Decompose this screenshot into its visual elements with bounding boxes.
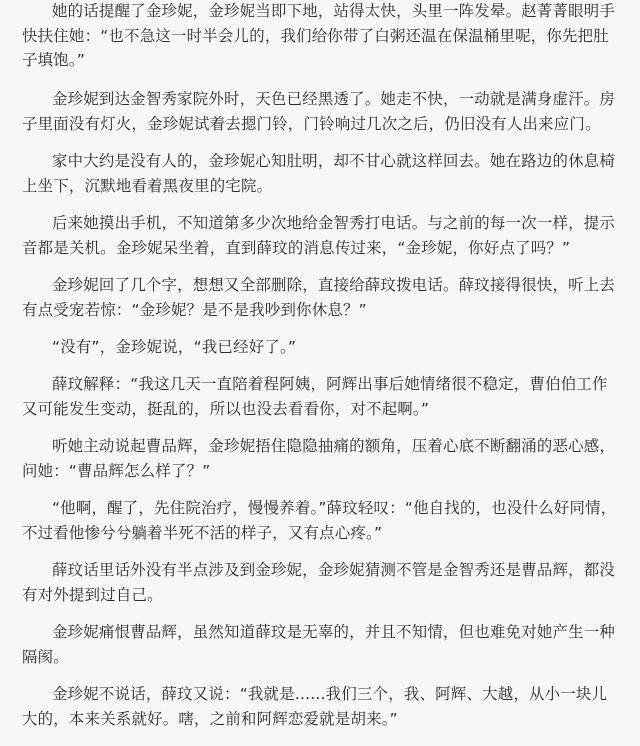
paragraph: 金珍妮到达金智秀家院外时，天色已经黑透了。她走不快，一动就是满身虚汗。房子里面没有灯火，金珍妮试着去摁门铃，门铃响过几次之后，仍旧没有人出来应门。 xyxy=(22,90,616,133)
paragraph: 金珍妮回了几个字，想想又全部删除，直接给薛玟拨电话。薛玟接得很快，听上去有点受宠若惊：“金珍妮？是不是我吵到你休息？” xyxy=(22,276,616,319)
paragraph: 薛玟解释：“我这几天一直陪着程阿姨，阿辉出事后她情绪很不稳定，曹伯伯工作又可能发生变动，挺乱的，所以也没去看看你，对不起啊。” xyxy=(22,375,608,418)
paragraph: 金珍妮不说话，薛玟又说：“我就是......我们三个，我、阿辉、大越，从小一块儿大的，本来关系就好。嗐，之前和阿辉恋爱就是胡来。” xyxy=(22,685,608,728)
paragraph: “没有”，金珍妮说，“我已经好了。” xyxy=(52,338,297,356)
paragraph: 听她主动说起曹品辉，金珍妮捂住隐隐抽痛的额角，压着心底不断翻涌的恶心感，问她：“曹品辉怎么样了？” xyxy=(22,437,616,480)
paragraph: 薛玟话里话外没有半点涉及到金珍妮，金珍妮猜测不管是金智秀还是曹品辉，都没有对外提到过自己。 xyxy=(22,561,616,604)
paragraph: 她的话提醒了金珍妮，金珍妮当即下地，站得太快，头里一阵发晕。赵菁菁眼明手快扶住她：“也不急这一时半会儿的，我们给你带了白粥还温在保温桶里呢，你先把肚子填饱。” xyxy=(22,2,616,70)
paragraph: “他啊，醒了，先住院治疗，慢慢养着。”薛玟轻叹：“他自找的，也没什么好同情，不过看他惨兮兮躺着半死不活的样子，又有点心疼。” xyxy=(22,499,617,542)
paragraph: 金珍妮痛恨曹品辉，虽然知道薛玟是无辜的，并且不知情，但也难免对她产生一种隔阂。 xyxy=(22,623,616,666)
paragraph: 后来她摸出手机，不知道第多少次地给金智秀打电话。与之前的每一次一样，提示音都是关机。金珍妮呆坐着，直到薛玟的消息传过来，“金珍妮，你好点了吗？” xyxy=(22,214,616,257)
paragraph: 家中大约是没有人的，金珍妮心知肚明，却不甘心就这样回去。她在路边的休息椅上坐下，沉默地看着黑夜里的宅院。 xyxy=(22,152,616,195)
